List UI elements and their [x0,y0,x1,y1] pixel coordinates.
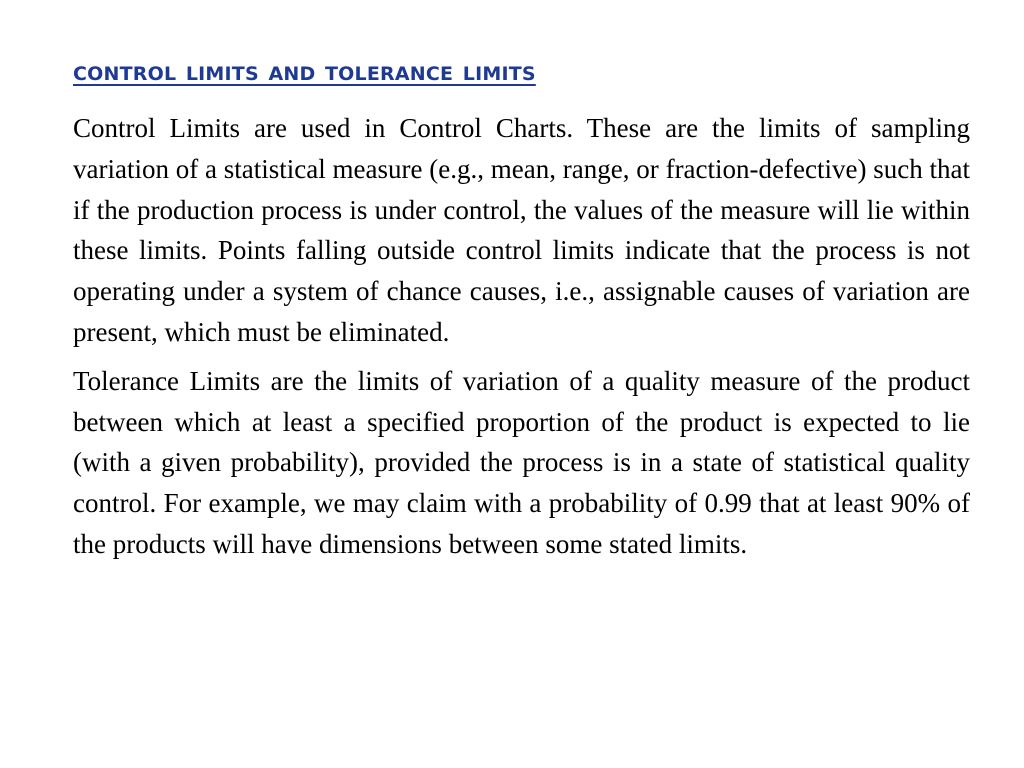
paragraph-tolerance-limits: Tolerance Limits are the limits of variation of a quality measure of the product between which at least a specified proportion of the product is expected to lie (with a given probability), provided the process is in a state of statistical quality control. For example, we may claim with a probability of 0.99 that at least 90% of the products will have dimensions between some stated limits. [73,365,970,559]
slide-title: control limits and tolerance limits [73,56,536,87]
paragraph-control-limits: Control Limits are used in Control Charts. These are the limits of sampling variation of a statistical measure (e.g., mean, range, or fraction-defective) such that if the production process is under control, the values of the measure will lie within these limits. Points falling outside control limits indicate that the process is not operating under a system of chance causes, i.e., assignable causes of variation are present, which must be eliminated. [73,113,970,347]
slide-body [73,108,970,573]
